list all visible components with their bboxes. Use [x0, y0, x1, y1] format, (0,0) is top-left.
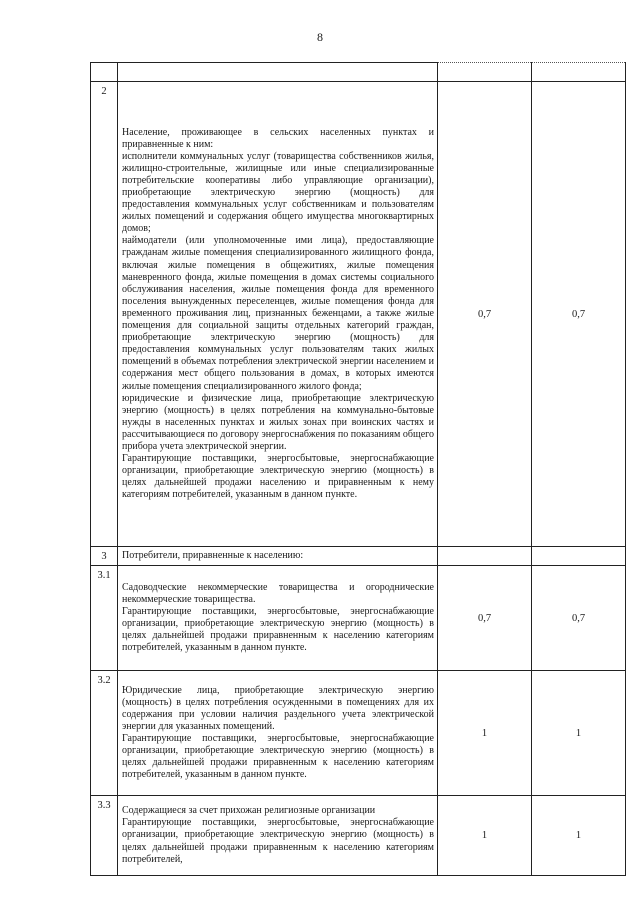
row-number: 3.1 [91, 566, 118, 671]
paragraph: Гарантирующие поставщики, энергосбытовые, энергоснабжающие организации, приобретающие электрическую энергию (мощность) в целях дальнейшей продажи приравненным к населению категориям потребителей, указанным в данном пункте. [122, 605, 434, 654]
value-cell-2: 1 [532, 671, 626, 796]
paragraph: Содержащиеся за счет прихожан религиозные организации [122, 805, 376, 817]
tariff-table [90, 62, 626, 876]
row-number: 3.3 [91, 796, 118, 876]
table-row [91, 547, 626, 566]
value-cell-2: 0,7 [532, 82, 626, 547]
table-row [91, 566, 626, 671]
row-description [118, 796, 438, 876]
value-cell-1: 0,7 [438, 566, 532, 671]
value-cell-1: 0,7 [438, 82, 532, 547]
row-number: 2 [91, 82, 118, 547]
paragraph: юридические и физические лица, приобретающие электрическую энергию (мощность) в целях потребления на коммунально-бытовые нужды в населенных пунктах и жилых зонах при воинских частях и рассчитывающиеся по договору энергоснабжения по показаниям общего прибора учета электрической энергии. [122, 392, 434, 452]
paragraph: Население, проживающее в сельских населенных пунктах и приравненные к ним: [122, 126, 434, 150]
row-description [118, 566, 438, 671]
row-number: 3 [91, 547, 118, 566]
table-row [91, 82, 626, 547]
paragraph: исполнители коммунальных услуг (товарищества собственников жилья, жилищно-строительные, жилищные или иные специализированные потребительские кооперативы либо управляющие организации), приобретающие электрическую энергию (мощность) для предоставления коммунальных услуг собственникам и пользователям жилых помещений и содержания общего имущества многоквартирных домов; [122, 150, 434, 235]
value-cell-1: 1 [438, 796, 532, 876]
paragraph: Потребители, приравненные к населению: [122, 549, 304, 561]
value-cell-1: 1 [438, 671, 532, 796]
value-cell-2 [532, 547, 626, 566]
paragraph: наймодатели (или уполномоченные ими лица), предоставляющие гражданам жилые помещения специализированного жилищного фонда, включая жилые помещения в общежитиях, жилые помещения маневренного фонда, жилые помещения в домах системы социального обслуживания населения, жилые помещения фонда для временного поселения вынужденных переселенцев, жилые помещения фонда для временного проживания лиц, признанных беженцами, а также жилые помещения для социальной защиты отдельных категорий граждан, приобретающие электрическую энергию (мощность) для предоставления коммунальных услуг пользователям таких жилых помещений в объемах потребления электрической энергии населением и содержания мест общего пользования в домах, в которых имеются жилые помещения специализированного жилого фонда; [122, 235, 434, 392]
paragraph: Гарантирующие поставщики, энергосбытовые, энергоснабжающие организации, приобретающие электрическую энергию (мощность) в целях дальнейшей продажи населению и приравненным к нему категориям потребителей, указанным в данном пункте. [122, 453, 434, 501]
paragraph: Гарантирующие поставщики, энергосбытовые, энергоснабжающие организации, приобретающие электрическую энергию (мощность) в целях дальнейшей продажи приравненным к населению категориям потребителей, указанным в данном пункте. [122, 733, 434, 781]
paragraph: Гарантирующие поставщики, энергосбытовые, энергоснабжающие организации, приобретающие электрическую энергию (мощность) в целях дальнейшей продажи приравненным к населению категориям потребителей, [122, 817, 434, 865]
row-description [118, 671, 438, 796]
table-row [91, 671, 626, 796]
paragraph: Садоводческие некоммерческие товарищества и огороднические некоммерческие товарищества. [122, 581, 434, 605]
row-description [118, 82, 438, 547]
row-description [118, 547, 438, 566]
table-row-top [91, 63, 626, 82]
page-number: 8 [317, 30, 323, 44]
value-cell-1 [438, 547, 532, 566]
paragraph: Юридические лица, приобретающие электрическую энергию (мощность) в целях потребления осужденными в помещениях для их содержания при условии наличия раздельного учета электрической энергии для указанных помещений. [122, 684, 434, 732]
table-row [91, 796, 626, 876]
row-number: 3.2 [91, 671, 118, 796]
value-cell-2: 1 [532, 796, 626, 876]
value-cell-2: 0,7 [532, 566, 626, 671]
